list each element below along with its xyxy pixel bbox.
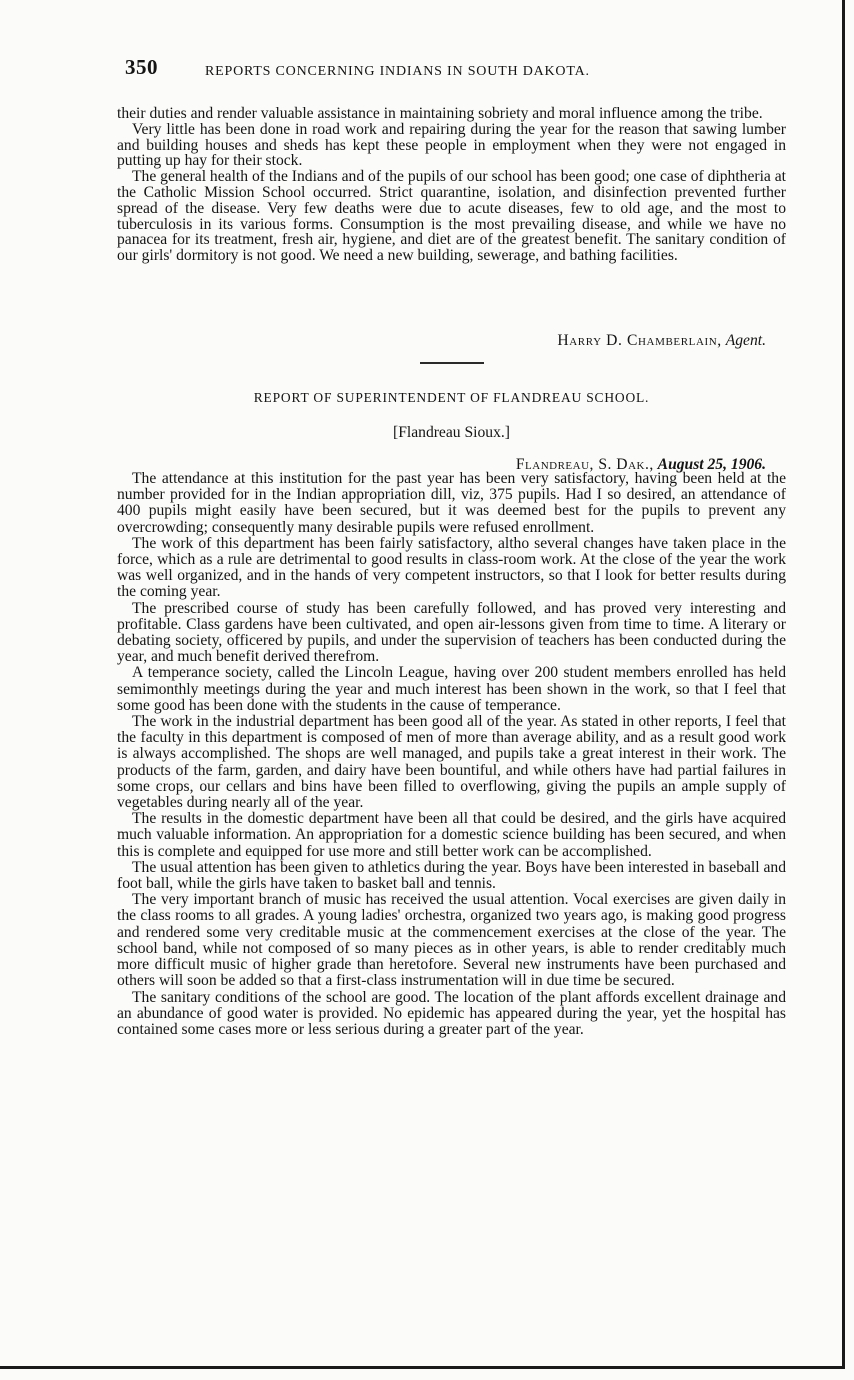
paragraph: their duties and render valuable assistance in maintaining sobriety and moral influence among the tribe.	[117, 105, 763, 122]
paragraph: The usual attention has been given to athletics during the year. Boys have been interested in baseball and foot ball, while the girls have taken to basket ball and tennis.	[117, 858, 786, 893]
paragraph: The very important branch of music has received the usual attention. Vocal exercises are given daily in the class rooms to all grades. A young ladies' orchestra, organized two years ago, is making good progress and rendered some very creditable music at the commencement exercises at the close of the year. The school band, while not composed of so many pieces as in other years, is able to render creditably much more difficult music of higher grade than heretofore. Several new instruments have been purchased and others will soon be added so that a first-class instrumentation will in due time be secured.	[117, 891, 786, 990]
previous-report-body	[117, 106, 786, 264]
paragraph: The prescribed course of study has been carefully followed, and has proved very interesting and profitable. Class gardens have been cultivated, and open air-lessons given from time to time. A literary or debating society, officered by pupils, and under the supervision of teachers has been conducted during the year, and much benefit derived therefrom.	[117, 599, 786, 666]
section-divider	[420, 362, 484, 364]
agent-signature	[300, 332, 766, 350]
page-border-right	[842, 0, 845, 1368]
page-border-bottom	[0, 1366, 845, 1369]
dateline-date: August 25, 1906.	[657, 456, 766, 473]
page-number: 350	[125, 55, 158, 79]
report-title: REPORT OF SUPERINTENDENT OF FLANDREAU SCHOOL.	[253, 390, 650, 405]
paragraph: Very little has been done in road work and repairing during the year for the reason that sawing lumber and building houses and sheds has kept these people in employment when they were not engaged in putting up hay for their stock.	[117, 120, 786, 170]
running-title: REPORTS CONCERNING INDIANS IN SOUTH DAKOTA.	[205, 64, 590, 79]
paragraph: The attendance at this institution for the past year has been very satisfactory, having been held at the number provided for in the Indian appropriation dill, viz, 375 pupils. Had I so desired, an attendance of 400 pupils might easily have been secured, but it was deemed best for the pupils to prevent any overcrowding; consequently many desirable pupils were refused enrollment.	[117, 470, 786, 536]
report-subtitle: [Flandreau Sioux.]	[393, 424, 510, 441]
paragraph: The work in the industrial department has been good all of the year. As stated in other reports, I feel that the faculty in this department is composed of men of more than average ability, and as a result good work is always accomplished. The shops are well managed, and pupils take a great interest in their work. The products of the farm, garden, and dairy have been bountiful, and while others have had partial failures in some crops, our cellars and bins have been filled to overflowing, giving the pupils an ample supply of vegetables during nearly all of the year.	[117, 713, 786, 812]
paragraph: A temperance society, called the Lincoln League, having over 200 student members enrolled has held semimonthly meetings during the year and much interest has been shown in the work, so that I feel that some good has been done with the students in the cause of temperance.	[117, 664, 786, 714]
dateline-place: Flandreau, S. Dak.,	[515, 456, 654, 473]
paragraph: The work of this department has been fairly satisfactory, altho several changes have taken place in the force, which as a rule are detrimental to good results in class-room work. At the close of the year the work was well organized, and in the hands of very competent instructors, so that I look for better results during the coming year.	[117, 534, 786, 601]
signature-title: Agent.	[725, 332, 766, 349]
paragraph: The general health of the Indians and of the pupils of our school has been good; one case of diphtheria at the Catholic Mission School occurred. Strict quarantine, isolation, and disinfection prevented further spread of the disease. Very few deaths were due to acute diseases, few to old age, and the most to tuberculosis in its various forms. Consumption is the most prevailing disease, and while we have no panacea for its treatment, fresh air, hygiene, and diet are of the greatest benefit. The sanitary condition of our girls' dormitory is not good. We need a new building, sewerage, and bathing facilities.	[117, 168, 786, 265]
paragraph: The sanitary conditions of the school are good. The location of the plant affords excellent drainage and an abundance of good water is provided. No epidemic has appeared during the year, yet the hospital has contained some cases more or less serious during a greater part of the year.	[117, 988, 786, 1038]
signature-name: Harry D. Chamberlain,	[557, 332, 722, 349]
report-body	[117, 471, 786, 1038]
paragraph: The results in the domestic department have been all that could be desired, and the girls have acquired much valuable information. An appropriation for a domestic science building has been secured, and when this is complete and equipped for use more and still better work can be accomplished.	[117, 810, 786, 860]
